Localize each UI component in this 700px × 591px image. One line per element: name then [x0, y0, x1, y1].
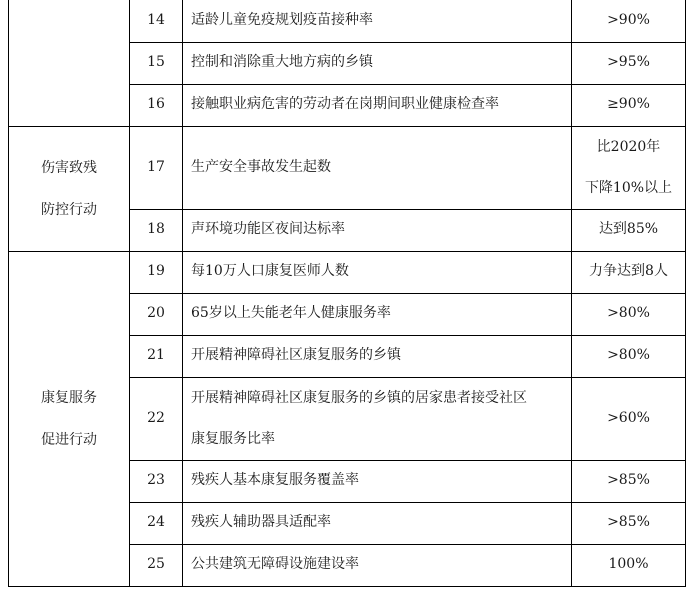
indicator-cell: 公共建筑无障碍设施建设率	[183, 544, 572, 586]
indicator-cell: 每10万人口康复医师人数	[183, 251, 572, 293]
row-number: 22	[130, 377, 183, 460]
target-line: 比2020年	[596, 138, 661, 155]
indicator-cell: 65岁以上失能老年人健康服务率	[183, 293, 572, 335]
indicator-cell: 声环境功能区夜间达标率	[183, 209, 572, 251]
row-number: 15	[130, 42, 183, 84]
row-number: 23	[130, 460, 183, 502]
target-cell: >90%	[572, 0, 686, 42]
row-number: 24	[130, 502, 183, 544]
table-row	[9, 251, 686, 293]
target-cell: 100%	[572, 544, 686, 586]
row-number: 17	[130, 126, 183, 209]
row-number: 19	[130, 251, 183, 293]
indicator-cell: 残疾人基本康复服务覆盖率	[183, 460, 572, 502]
row-number: 16	[130, 84, 183, 126]
row-number: 20	[130, 293, 183, 335]
indicator-line: 开展精神障碍社区康复服务的乡镇的居家患者接受社区	[191, 389, 527, 406]
category-cell	[9, 126, 130, 251]
category-line: 康复服务	[41, 389, 97, 406]
table-row	[9, 126, 686, 209]
category-cell	[9, 251, 130, 586]
indicator-cell: 开展精神障碍社区康复服务的乡镇	[183, 335, 572, 377]
indicator-cell: 适龄儿童免疫规划疫苗接种率	[183, 0, 572, 42]
target-cell: >95%	[572, 42, 686, 84]
target-cell: 达到85%	[572, 209, 686, 251]
indicator-table	[8, 0, 686, 587]
indicator-cell: 接触职业病危害的劳动者在岗期间职业健康检查率	[183, 84, 572, 126]
category-line: 促进行动	[41, 431, 97, 448]
target-cell	[572, 126, 686, 209]
category-line: 伤害致残	[41, 159, 97, 176]
indicator-cell	[183, 377, 572, 460]
row-number: 18	[130, 209, 183, 251]
indicator-cell: 生产安全事故发生起数	[183, 126, 572, 209]
target-cell: >85%	[572, 502, 686, 544]
row-number: 14	[130, 0, 183, 42]
indicator-cell: 控制和消除重大地方病的乡镇	[183, 42, 572, 84]
target-cell: >60%	[572, 377, 686, 460]
row-number: 21	[130, 335, 183, 377]
target-cell: ≥90%	[572, 84, 686, 126]
target-line: 下降10%以上	[584, 179, 673, 196]
category-line: 防控行动	[41, 201, 97, 218]
category-cell	[9, 0, 130, 126]
row-number: 25	[130, 544, 183, 586]
target-cell: >80%	[572, 335, 686, 377]
indicator-line: 康复服务比率	[191, 430, 275, 447]
target-cell: >85%	[572, 460, 686, 502]
target-cell: 力争达到8人	[572, 251, 686, 293]
indicator-cell: 残疾人辅助器具适配率	[183, 502, 572, 544]
table-row	[9, 0, 686, 42]
target-cell: >80%	[572, 293, 686, 335]
